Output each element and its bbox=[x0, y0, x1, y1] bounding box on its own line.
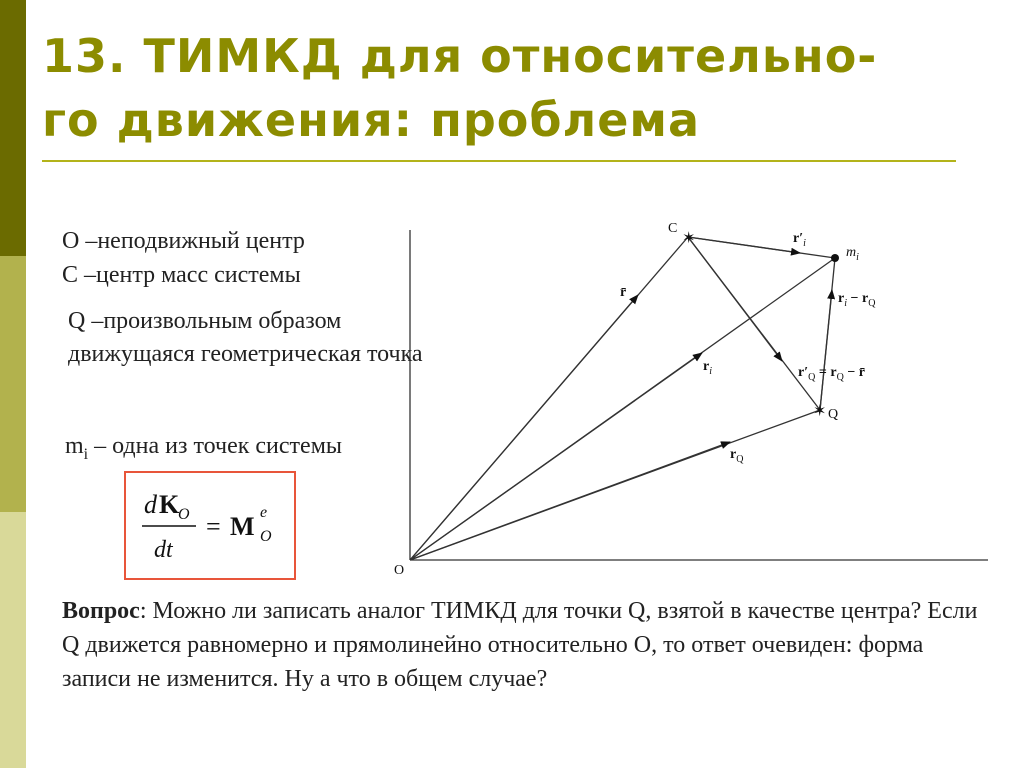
definition-o: O –неподвижный центр bbox=[62, 228, 305, 254]
vector-ri-prime-arrow bbox=[688, 237, 800, 253]
sidebar-block-mid bbox=[0, 256, 26, 512]
formula-M-sub: O bbox=[260, 528, 272, 545]
label-rQ-prime: $r'_Q = r_Q$ − r̄ bbox=[798, 365, 866, 383]
label-O: O bbox=[394, 563, 405, 578]
question-paragraph bbox=[62, 594, 992, 696]
label-r-bar: r̄ bbox=[620, 285, 627, 300]
label-Q: Q bbox=[828, 407, 839, 422]
slide-title-line1: 13. ТИМКД для относительно- bbox=[42, 29, 878, 83]
label-mi: $m_i$ bbox=[846, 245, 859, 263]
mi-subscript: i bbox=[83, 445, 89, 463]
slide-title-line2: го движения: проблема bbox=[42, 93, 701, 147]
vector-rQ-prime-arrow bbox=[688, 237, 782, 361]
question-text: : Можно ли записать аналог ТИМКД для точки Q, взятой в качестве центра? Если Q движется равномерно и прямолинейно относительно O, то ответ очевиден: форма записи не изменится. Ну а что в общем случае? bbox=[62, 598, 978, 692]
formula-equals: = bbox=[206, 512, 221, 541]
formula-dt: dt bbox=[154, 537, 173, 563]
theorem-formula bbox=[126, 473, 294, 578]
vector-diagram bbox=[380, 210, 990, 580]
mi-rest: – одна из точек системы bbox=[88, 433, 342, 459]
question-label: Вопрос bbox=[62, 598, 140, 624]
label-ri-minus-rQ: $r_i - r_Q$ bbox=[838, 291, 876, 309]
label-C: C bbox=[668, 221, 678, 236]
vector-rQ-arrow bbox=[410, 442, 730, 560]
formula-d: d bbox=[144, 490, 157, 519]
definition-c: C –центр масс системы bbox=[62, 262, 301, 288]
slide-title bbox=[42, 24, 1012, 152]
sidebar-accent bbox=[0, 0, 26, 768]
definition-q: Q –произвольным образом движущаяся геометрическая точка bbox=[68, 308, 423, 367]
formula-M: M bbox=[230, 512, 255, 541]
point-mi bbox=[831, 254, 839, 262]
formula-K: K bbox=[159, 490, 180, 519]
vector-ri-minus-rQ-arrow bbox=[820, 290, 832, 410]
label-rQ: $r_Q$ bbox=[730, 447, 744, 465]
point-C-star: ✶ bbox=[682, 228, 696, 247]
definition-mi bbox=[65, 430, 342, 471]
point-Q-star: ✶ bbox=[813, 401, 827, 420]
sidebar-block-light bbox=[0, 512, 26, 768]
mi-prefix: m bbox=[65, 433, 84, 459]
vector-ri-arrow bbox=[410, 353, 702, 560]
formula-M-sup: e bbox=[260, 504, 268, 521]
vector-r-bar-arrow bbox=[410, 295, 638, 560]
label-ri: $r_i$ bbox=[703, 359, 712, 377]
label-ri-prime: $r'_i$ bbox=[793, 231, 806, 249]
theorem-formula-box bbox=[124, 471, 296, 580]
title-divider bbox=[42, 160, 956, 162]
formula-K-sub: O bbox=[178, 506, 190, 523]
sidebar-block-dark bbox=[0, 0, 26, 256]
